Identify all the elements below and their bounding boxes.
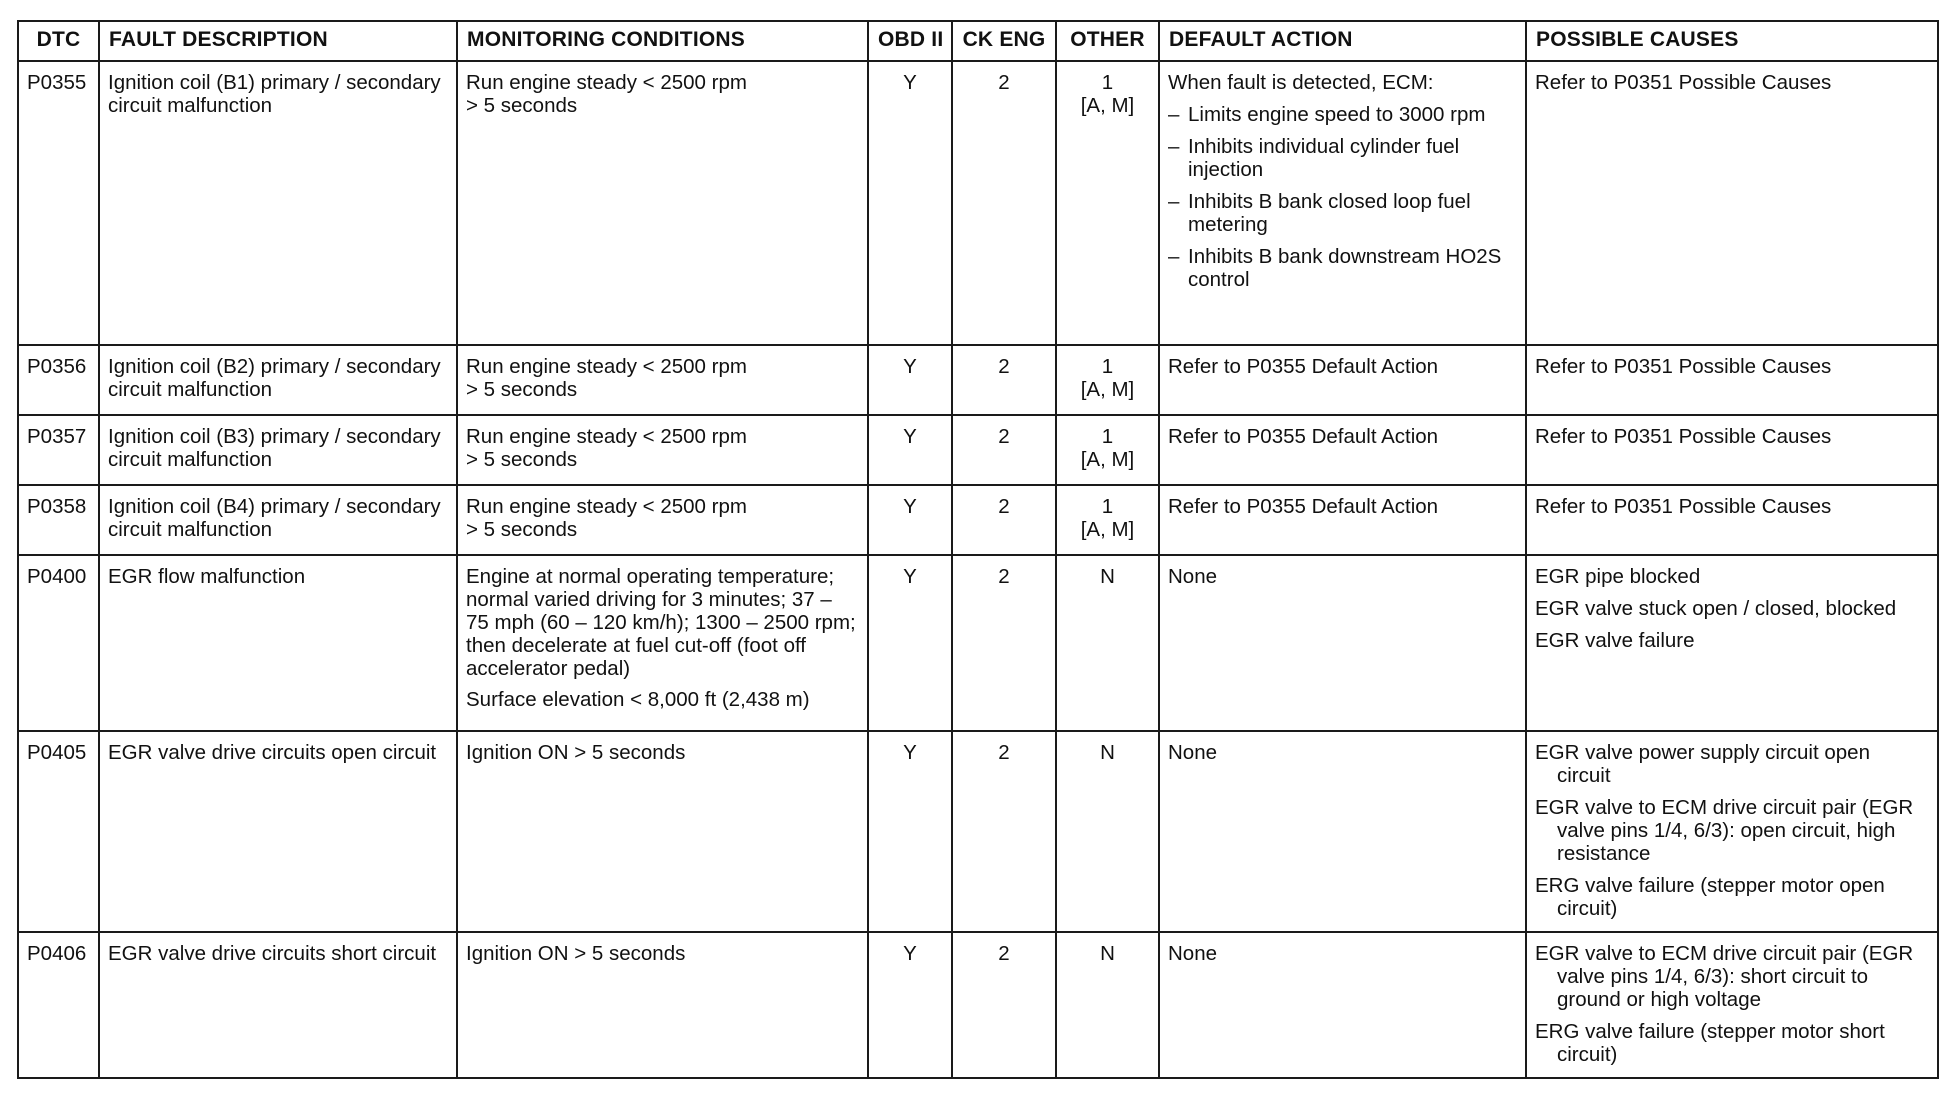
ck-eng-value: 2 (952, 485, 1056, 555)
header-ck-eng: CK ENG (952, 21, 1056, 61)
possible-causes (1526, 731, 1938, 932)
monitoring-conditions (457, 731, 868, 932)
possible-causes (1526, 932, 1938, 1078)
fault-description: EGR flow malfunction (99, 555, 457, 731)
default-action (1159, 61, 1526, 345)
possible-cause: EGR pipe blocked (1535, 565, 1701, 588)
fault-description: Ignition coil (B3) primary / secondary circuit malfunction (99, 415, 457, 485)
default-action: Refer to P0355 Default Action (1159, 345, 1526, 415)
possible-cause: EGR valve to ECM drive circuit pair (EGR valve pins 1/4, 6/3): open circuit, high resistance (1535, 796, 1914, 865)
header-obd-ii: OBD II (868, 21, 952, 61)
monitoring-line: Surface elevation < 8,000 ft (2,438 m) (466, 688, 810, 711)
dtc-code: P0406 (18, 932, 99, 1078)
ck-eng-value: 2 (952, 731, 1056, 932)
default-action-intro: When fault is detected, ECM: (1168, 71, 1434, 94)
possible-cause: EGR valve to ECM drive circuit pair (EGR valve pins 1/4, 6/3): short circuit to ground or high voltage (1535, 942, 1914, 1011)
fault-description: Ignition coil (B1) primary / secondary circuit malfunction (99, 61, 457, 345)
dtc-code: P0355 (18, 61, 99, 345)
default-action: None (1159, 932, 1526, 1078)
other-line: [A, M] (1080, 448, 1135, 471)
monitoring-conditions (457, 555, 868, 731)
possible-causes (1526, 61, 1938, 345)
default-action: None (1159, 731, 1526, 932)
monitoring-line: > 5 seconds (466, 448, 578, 471)
other-value (1056, 932, 1159, 1078)
other-line: [A, M] (1080, 518, 1135, 541)
header-fault-description: FAULT DESCRIPTION (99, 21, 457, 61)
table-row (18, 555, 1938, 731)
obd-ii-value: Y (868, 345, 952, 415)
possible-cause: Refer to P0351 Possible Causes (1535, 495, 1832, 518)
obd-ii-value: Y (868, 932, 952, 1078)
monitoring-line: Run engine steady < 2500 rpm (466, 355, 747, 378)
obd-ii-value: Y (868, 485, 952, 555)
table-row (18, 731, 1938, 932)
other-line: [A, M] (1080, 378, 1135, 401)
obd-ii-value: Y (868, 415, 952, 485)
possible-causes (1526, 555, 1938, 731)
possible-cause: EGR valve stuck open / closed, blocked (1535, 597, 1897, 620)
other-line: [A, M] (1080, 94, 1135, 117)
possible-cause: EGR valve power supply circuit open circuit (1535, 741, 1870, 787)
monitoring-conditions (457, 485, 868, 555)
possible-cause: Refer to P0351 Possible Causes (1535, 425, 1832, 448)
table-row (18, 415, 1938, 485)
table-row (18, 932, 1938, 1078)
other-line: 1 (1101, 71, 1114, 94)
other-value (1056, 415, 1159, 485)
other-line: 1 (1101, 495, 1114, 518)
monitoring-line: > 5 seconds (466, 518, 578, 541)
header-row (18, 21, 1938, 61)
default-action-list (1168, 103, 1517, 291)
other-value (1056, 731, 1159, 932)
monitoring-line: Ignition ON > 5 seconds (466, 942, 686, 965)
possible-cause: Refer to P0351 Possible Causes (1535, 71, 1832, 94)
monitoring-line: Run engine steady < 2500 rpm (466, 425, 747, 448)
default-action: None (1159, 555, 1526, 731)
default-action-item: – Inhibits individual cylinder fuel injection (1168, 135, 1517, 181)
header-dtc: DTC (18, 21, 99, 61)
possible-causes (1526, 485, 1938, 555)
dtc-code: P0357 (18, 415, 99, 485)
ck-eng-value: 2 (952, 345, 1056, 415)
fault-description: EGR valve drive circuits open circuit (99, 731, 457, 932)
fault-description: Ignition coil (B2) primary / secondary circuit malfunction (99, 345, 457, 415)
default-action: Refer to P0355 Default Action (1159, 485, 1526, 555)
monitoring-line: Ignition ON > 5 seconds (466, 741, 686, 764)
obd-ii-value: Y (868, 731, 952, 932)
dtc-code: P0400 (18, 555, 99, 731)
obd-ii-value: Y (868, 555, 952, 731)
monitoring-line: Run engine steady < 2500 rpm (466, 71, 747, 94)
ck-eng-value: 2 (952, 61, 1056, 345)
possible-causes (1526, 415, 1938, 485)
monitoring-line: > 5 seconds (466, 94, 578, 117)
possible-cause: ERG valve failure (stepper motor open circuit) (1535, 874, 1885, 920)
other-line: N (1100, 741, 1115, 764)
fault-description: Ignition coil (B4) primary / secondary circuit malfunction (99, 485, 457, 555)
ck-eng-value: 2 (952, 415, 1056, 485)
other-value (1056, 61, 1159, 345)
monitoring-conditions (457, 415, 868, 485)
ck-eng-value: 2 (952, 555, 1056, 731)
monitoring-conditions (457, 345, 868, 415)
header-other: OTHER (1056, 21, 1159, 61)
other-value (1056, 485, 1159, 555)
possible-causes (1526, 345, 1938, 415)
other-value (1056, 345, 1159, 415)
monitoring-line: > 5 seconds (466, 378, 578, 401)
possible-cause: ERG valve failure (stepper motor short circuit) (1535, 1020, 1885, 1066)
table-row (18, 485, 1938, 555)
obd-ii-value: Y (868, 61, 952, 345)
monitoring-line: Run engine steady < 2500 rpm (466, 495, 747, 518)
other-value (1056, 555, 1159, 731)
table-row (18, 61, 1938, 345)
monitoring-conditions (457, 932, 868, 1078)
header-monitoring-conditions: MONITORING CONDITIONS (457, 21, 868, 61)
fault-description: EGR valve drive circuits short circuit (99, 932, 457, 1078)
default-action-item: – Limits engine speed to 3000 rpm (1168, 103, 1517, 126)
possible-cause: EGR valve failure (1535, 629, 1695, 652)
dtc-code: P0356 (18, 345, 99, 415)
header-default-action: DEFAULT ACTION (1159, 21, 1526, 61)
header-possible-causes: POSSIBLE CAUSES (1526, 21, 1938, 61)
other-line: N (1100, 942, 1115, 965)
other-line: 1 (1101, 425, 1114, 448)
possible-cause: Refer to P0351 Possible Causes (1535, 355, 1832, 378)
dtc-table (17, 20, 1939, 1079)
default-action: Refer to P0355 Default Action (1159, 415, 1526, 485)
default-action-item: – Inhibits B bank downstream HO2S control (1168, 245, 1517, 291)
default-action-item: – Inhibits B bank closed loop fuel metering (1168, 190, 1517, 236)
monitoring-line: Engine at normal operating temperature; normal varied driving for 3 minutes; 37 – 75 mph (60 – 120 km/h); 1300 – 2500 rpm; then decelerate at fuel cut-off (foot off accelerator pedal) (466, 565, 856, 680)
table-row (18, 345, 1938, 415)
dtc-code: P0358 (18, 485, 99, 555)
ck-eng-value: 2 (952, 932, 1056, 1078)
monitoring-conditions (457, 61, 868, 345)
other-line: 1 (1101, 355, 1114, 378)
other-line: N (1100, 565, 1115, 588)
dtc-code: P0405 (18, 731, 99, 932)
